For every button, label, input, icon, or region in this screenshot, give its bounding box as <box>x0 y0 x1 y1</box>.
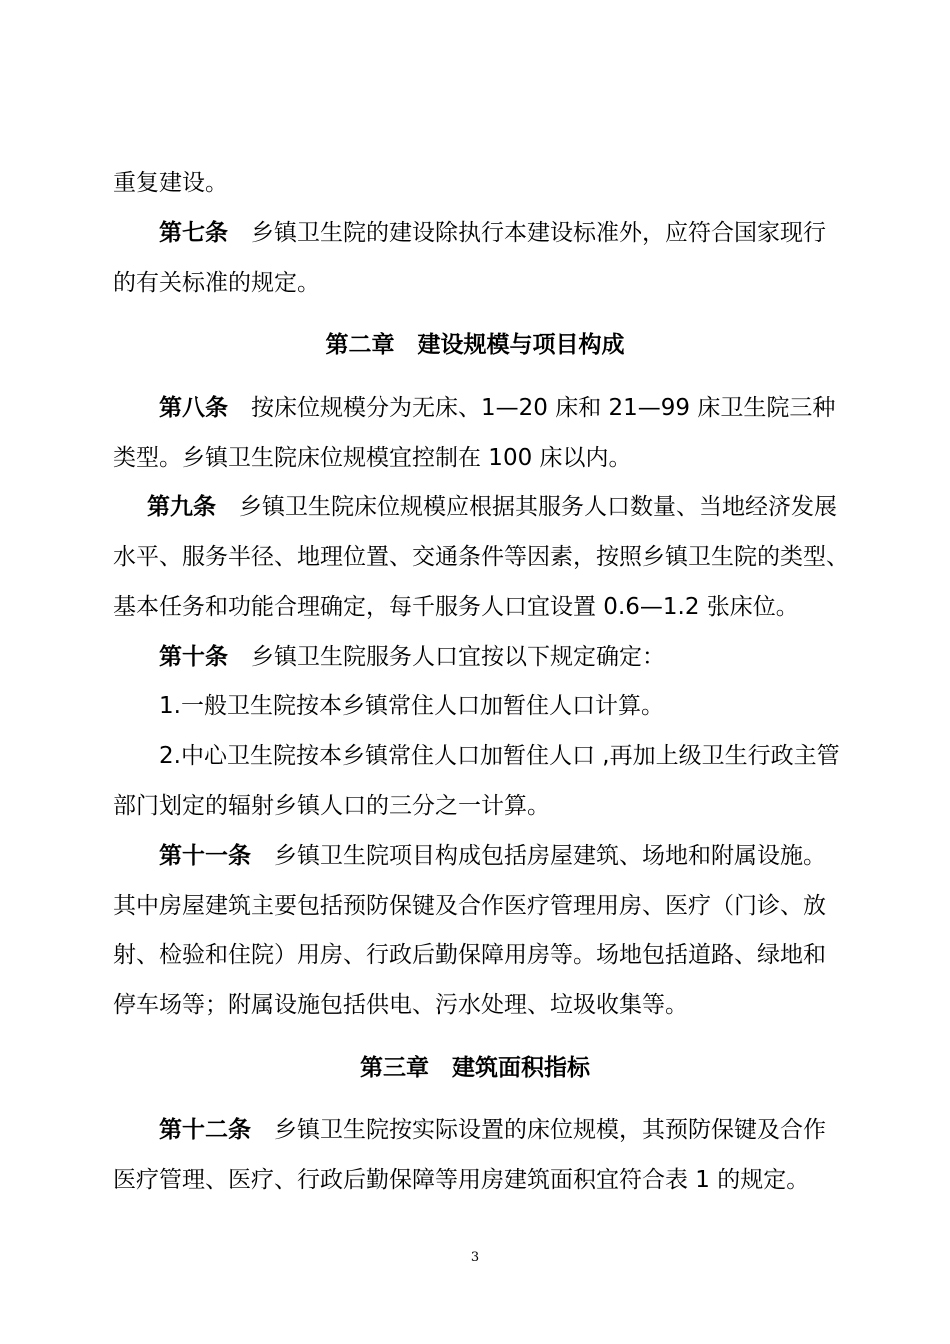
article-label: 第八条 <box>159 395 228 421</box>
article-text: 乡镇卫生院按实际设置的床位规模，其预防保键及合作 <box>274 1117 826 1143</box>
article-label: 第十一条 <box>159 843 251 869</box>
page-number: 3 <box>470 1250 480 1265</box>
text-line: 重复建设。 <box>113 170 228 196</box>
list-item: 1.一般卫生院按本乡镇常住人口加暂住人口计算。 <box>159 693 664 719</box>
text-line: 部门划定的辐射乡镇人口的三分之一计算。 <box>113 793 550 819</box>
text-line: 其中房屋建筑主要包括预防保键及合作医疗管理用房、医疗（门诊、放 <box>113 893 826 919</box>
article-10 <box>159 642 816 672</box>
text-line: 水平、服务半径、地理位置、交通条件等因素，按照乡镇卫生院的类型、 <box>113 544 849 570</box>
article-label: 第十条 <box>159 644 228 670</box>
text-line: 射、检验和住院）用房、行政后勤保障用房等。场地包括道路、绿地和 <box>113 942 826 968</box>
article-label: 第九条 <box>147 494 216 520</box>
text-line: 停车场等；附属设施包括供电、污水处理、垃圾收集等。 <box>113 992 688 1018</box>
article-9 <box>147 492 837 522</box>
text-line: 类型。乡镇卫生院床位规模宜控制在 100 床以内。 <box>113 445 632 471</box>
article-label: 第十二条 <box>159 1117 251 1143</box>
chapter-heading: 第二章 建设规模与项目构成 <box>325 332 625 358</box>
article-7 <box>159 218 826 248</box>
article-text: 按床位规模分为无床、1—20 床和 21—99 床卫生院三种 <box>251 395 836 421</box>
article-text: 乡镇卫生院的建设除执行本建设标准外，应符合国家现行 <box>251 220 826 246</box>
article-text: 乡镇卫生院服务人口宜按以下规定确定： <box>251 644 665 670</box>
chapter-heading: 第三章 建筑面积指标 <box>360 1055 590 1081</box>
text-line: 的有关标准的规定。 <box>113 270 320 296</box>
article-8 <box>159 393 836 423</box>
article-text: 乡镇卫生院项目构成包括房屋建筑、场地和附属设施。 <box>274 843 826 869</box>
text-line: 基本任务和功能合理确定，每千服务人口宜设置 0.6—1.2 张床位。 <box>113 594 799 620</box>
article-label: 第七条 <box>159 220 228 246</box>
list-item: 2.中心卫生院按本乡镇常住人口加暂住人口 ,再加上级卫生行政主管 <box>159 743 840 769</box>
article-text: 乡镇卫生院床位规模应根据其服务人口数量、当地经济发展 <box>239 494 837 520</box>
article-11 <box>159 841 826 871</box>
article-12 <box>159 1115 826 1145</box>
text-line: 医疗管理、医疗、行政后勤保障等用房建筑面积宜符合表 1 的规定。 <box>113 1167 810 1193</box>
